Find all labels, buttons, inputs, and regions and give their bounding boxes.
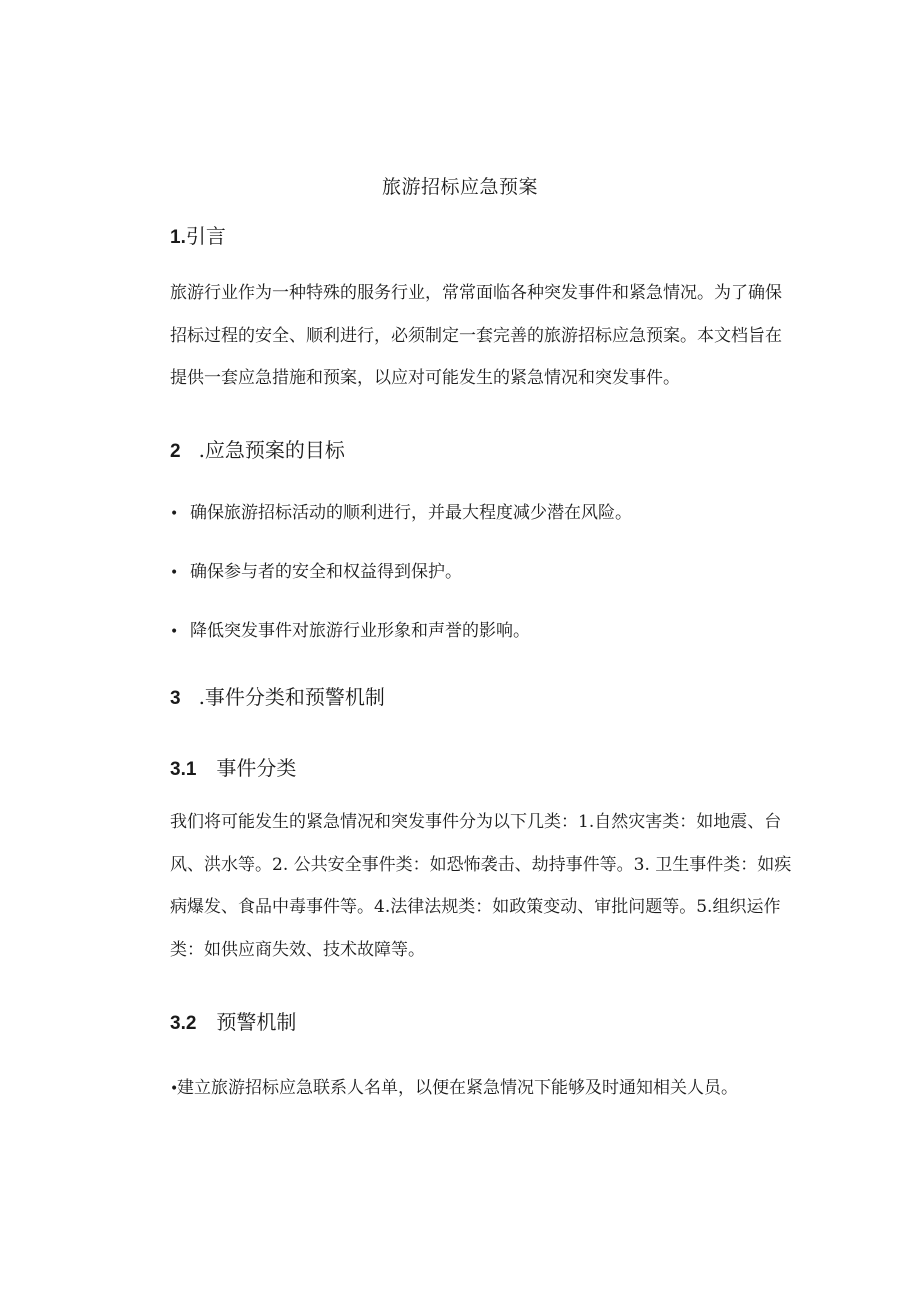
section-3-2-heading [170,1006,296,1035]
section-1-heading [170,220,226,249]
section-3-1-body: 我们将可能发生的紧急情况和突发事件分为以下几类：1.自然灾害类：如地震、台风、洪水等。2. 公共安全事件类：如恐怖袭击、劫持事件等。3. 卫生事件类：如疾病爆发、食品中毒事件等。4.法律法规类：如政策变动、审批问题等。5.组织运作类：如供应商失效、技术故障等。 [170,812,792,960]
bullet-glyph: • [170,565,179,581]
section-2-title: .应急预案的目标 [198,438,345,462]
section-2-bullet [170,498,632,523]
section-2-bullet [170,557,462,582]
section-1-body: 旅游行业作为一种特殊的服务行业，常常面临各种突发事件和紧急情况。为了确保招标过程的安全、顺利进行，必须制定一套完善的旅游招标应急预案。本文档旨在提供一套应急措施和预案，以应对可能发生的紧急情况和突发事件。 [170,283,782,388]
section-3-title: .事件分类和预警机制 [198,685,385,709]
section-2-heading [170,434,345,463]
bullet-glyph: • [170,1081,179,1097]
section-3-2-bullet [170,1073,738,1098]
section-2-bullet-text: 确保参与者的安全和权益得到保护。 [190,562,462,582]
section-1-title: 引言 [185,224,226,248]
section-3-1-number: 3.1 [170,759,197,780]
section-3-1-heading [170,752,296,781]
section-2-bullet [170,616,530,641]
section-2-bullet-text: 降低突发事件对旅游行业形象和声誉的影响。 [190,621,530,641]
section-3-2-bullet-text: 建立旅游招标应急联系人名单，以便在紧急情况下能够及时通知相关人员。 [177,1078,738,1098]
section-3-1-title: 事件分类 [216,756,297,780]
section-3-2-title: 预警机制 [216,1010,297,1034]
bullet-glyph: • [170,624,179,640]
bullet-glyph: • [170,506,179,522]
section-1-number: 1. [170,227,186,248]
document-title: 旅游招标应急预案 [381,176,538,198]
section-3-number: 3 [170,688,181,709]
section-2-bullet-text: 确保旅游招标活动的顺利进行，并最大程度减少潜在风险。 [190,503,632,523]
section-3-2-number: 3.2 [170,1013,197,1034]
section-2-number: 2 [170,441,181,462]
section-3-heading [170,681,385,710]
